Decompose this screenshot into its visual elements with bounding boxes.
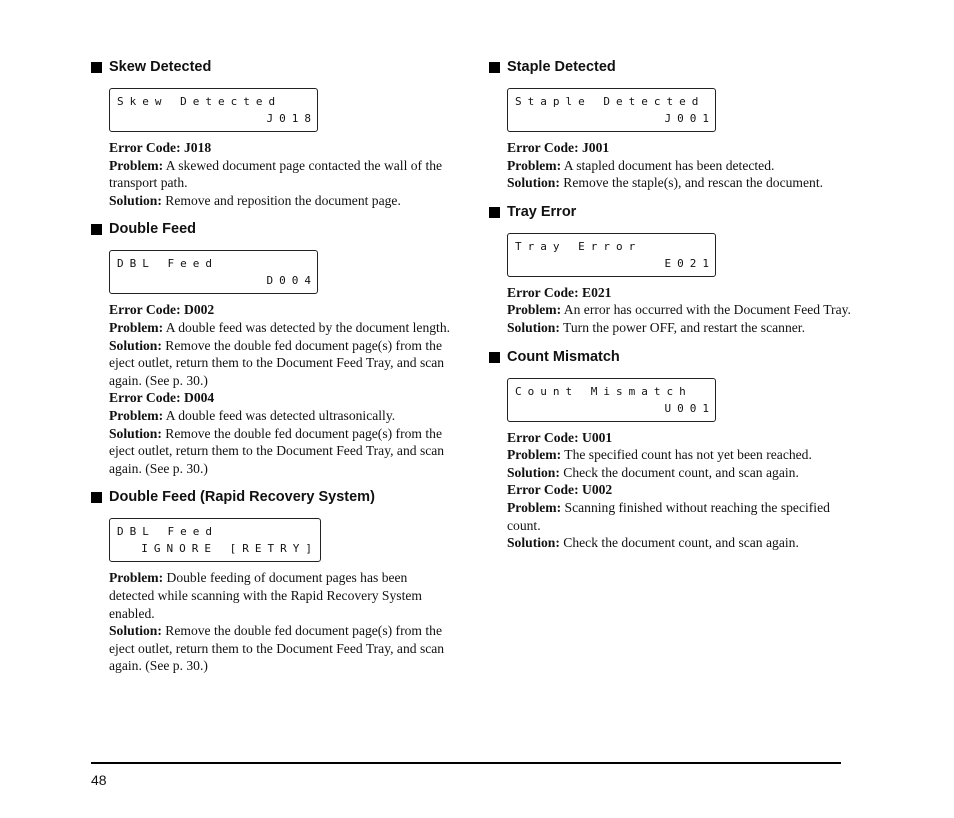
body-text: A skewed document page contacted the wall of the transport path. [109,157,443,191]
body-text: A stapled document has been detected. [561,157,775,173]
body-paragraph [507,319,854,337]
body-paragraph [109,157,451,192]
body-label: Error Code: E021 [507,284,612,300]
section-count-mismatch [489,348,854,552]
body-label: Problem: [109,319,164,335]
lcd-display [109,518,321,562]
page-number: 48 [91,772,107,788]
section-body [507,429,854,552]
right-column [489,58,854,563]
lcd-line-2: D004 [266,274,317,288]
section-double-feed [91,220,451,477]
body-label: Solution: [109,337,162,353]
section-double-feed-rapid-recovery [91,488,451,675]
body-label: Solution: [507,319,560,335]
body-label: Problem: [507,157,562,173]
square-bullet-icon [91,224,102,235]
body-label: Problem: [507,447,562,463]
section-tray-error [489,203,854,337]
lcd-display [507,88,716,132]
body-paragraph [109,301,451,319]
body-label: Solution: [109,425,162,441]
body-paragraph [507,284,854,302]
lcd-display [109,88,318,132]
square-bullet-icon [91,492,102,503]
lcd-line-2: J001 [664,112,715,125]
body-text: A double feed was detected ultrasonically. [163,407,396,423]
body-label: Error Code: U001 [507,429,613,445]
section-heading: Tray Error [507,203,577,220]
body-label: Solution: [507,175,560,191]
lcd-display [507,233,716,277]
body-label: Problem: [109,407,164,423]
lcd-line-2: J018 [266,112,317,125]
section-body [507,139,854,192]
left-column [91,58,451,686]
body-text: A double feed was detected by the document length. [163,319,451,335]
body-text: The specified count has not yet been reached. [561,447,812,463]
lcd-display [109,250,318,294]
lcd-line-2: E021 [664,256,715,270]
body-paragraph [507,301,854,319]
section-heading: Double Feed (Rapid Recovery System) [109,489,375,506]
lcd-line-2: IGNORE [RETRY] [141,542,318,556]
lcd-line-1: Staple Detected [515,95,705,108]
body-paragraph [109,139,451,157]
body-paragraph [507,157,854,175]
section-staple-detected [489,58,854,192]
body-label: Problem: [109,157,164,173]
lcd-line-1: DBL Feed [117,525,218,539]
body-label: Problem: [507,499,562,515]
body-paragraph [109,425,451,478]
body-text: Check the document count, and scan again. [559,464,799,480]
section-heading: Count Mismatch [507,348,620,365]
body-paragraph [109,337,451,390]
lcd-line-1: Tray Error [515,239,642,253]
body-paragraph [109,389,451,407]
body-text: Remove the double fed document page(s) from the eject outlet, return them to the Document Feed Tray, and scan again. (See p. 30.) [109,623,445,674]
lcd-display [507,378,716,422]
body-paragraph [507,534,854,552]
body-paragraph [507,464,854,482]
body-paragraph [507,499,854,534]
body-label: Solution: [507,535,560,551]
body-text: Remove the staple(s), and rescan the document. [559,175,823,191]
section-heading: Double Feed [109,221,197,238]
section-body [109,301,451,477]
section-body [109,569,451,675]
body-label: Error Code: J001 [507,140,610,155]
body-label: Solution: [507,464,560,480]
square-bullet-icon [489,352,500,363]
body-label: Error Code: U002 [507,482,613,498]
lcd-line-1: Count Mismatch [515,384,692,398]
footer-rule [91,762,841,764]
body-text: An error has occurred with the Document Feed Tray. [561,302,851,318]
body-text: Remove the double fed document page(s) from the eject outlet, return them to the Document Feed Tray, and scan again. (See p. 30.) [109,337,445,388]
square-bullet-icon [91,62,102,73]
section-body [507,284,854,337]
body-paragraph [507,139,854,157]
section-skew-detected [91,58,451,209]
body-label: Error Code: J018 [109,140,212,155]
body-label: Solution: [109,623,162,639]
body-paragraph [507,429,854,447]
square-bullet-icon [489,207,500,218]
body-text: Remove and reposition the document page. [161,192,401,208]
body-text: Check the document count, and scan again. [559,535,799,551]
body-label: Problem: [507,302,562,318]
lcd-line-2: U001 [664,401,715,415]
section-heading: Staple Detected [507,59,616,75]
body-paragraph [109,407,451,425]
body-text: Turn the power OFF, and restart the scanner. [559,319,805,335]
body-paragraph [109,569,451,622]
body-text: Scanning finished without reaching the specified count. [507,499,830,533]
body-label: Solution: [109,192,162,208]
body-paragraph [109,622,451,675]
body-paragraph [507,174,854,192]
body-paragraph [507,481,854,499]
section-body [109,139,451,209]
lcd-line-1: Skew Detected [117,95,282,108]
section-heading: Skew Detected [109,59,212,75]
body-text: Double feeding of document pages has been detected while scanning with the Rapid Recovery System enabled. [109,570,422,621]
body-paragraph [109,319,451,337]
lcd-line-1: DBL Feed [117,257,218,271]
square-bullet-icon [489,62,500,73]
body-text: Remove the double fed document page(s) from the eject outlet, return them to the Document Feed Tray, and scan again. (See p. 30.) [109,425,445,476]
body-label: Problem: [109,570,164,586]
body-label: Error Code: D002 [109,302,215,318]
body-paragraph [507,446,854,464]
body-paragraph [109,192,451,210]
body-label: Error Code: D004 [109,390,215,406]
